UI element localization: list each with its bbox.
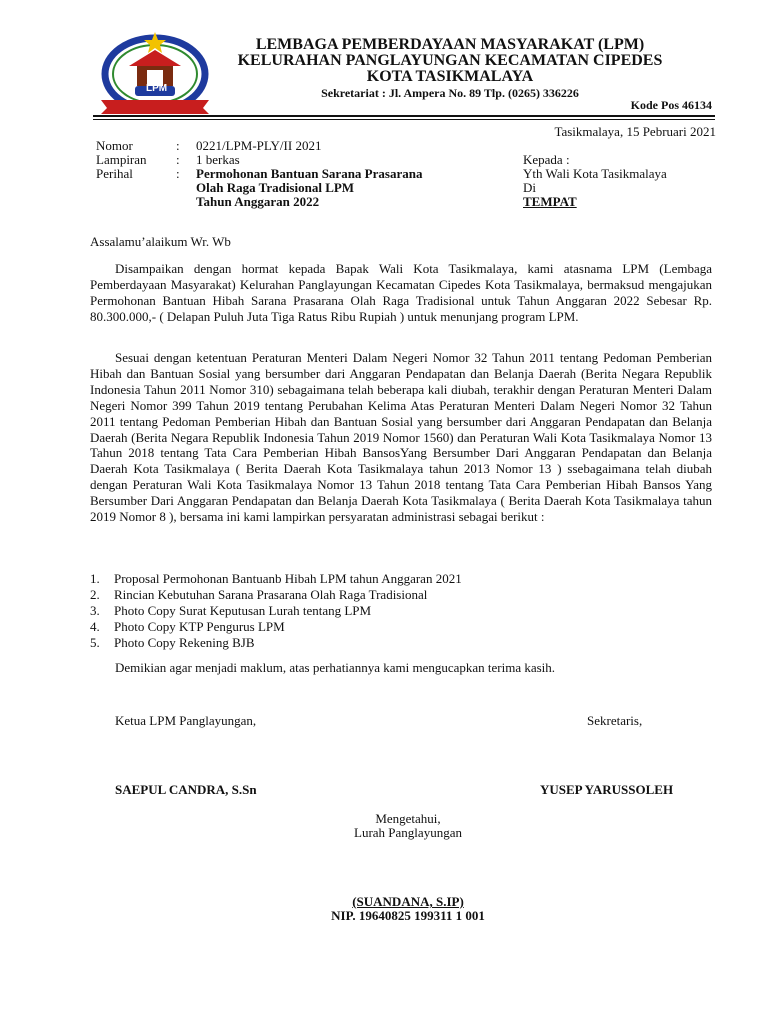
paragraph-1: Disampaikan dengan hormat kepada Bapak Wali Kota Tasikmalaya, kami atasnama LPM (Lembaga Pemberdayaan Masyarakat) Kelurahan Panglayungan Kecamatan Cipedes Kota Tasikmalaya, bermaksud mengajukan Permohonan Bantuan Hibah Sarana Prasarana Olah Raga Tradisional untuk Tahun Anggaran 2022 Sebesar Rp. 80.300.000,- ( Delapan Puluh Juta Tiga Ratus Ribu Rupiah ) untuk menunjang program LPM.: [90, 261, 712, 324]
signature-right-title: Sekretaris,: [587, 713, 643, 728]
lampiran-label: Lampiran: [96, 152, 147, 167]
nomor-value: 0221/LPM-PLY/II 2021: [196, 138, 322, 153]
list-item: 2. Rincian Kebutuhan Sarana Prasarana Olah Raga Tradisional: [90, 587, 428, 602]
paragraph-2: Sesuai dengan ketentuan Peraturan Menteri Dalam Negeri Nomor 32 Tahun 2011 tentang Pedoman Pemberian Hibah dan Bantuan Sosial yang bersumber dari Anggaran Pendapatan dan Belanja Daerah (Berita Negara Republik Indonesia Tahun 2011 Nomor 310) sebagaimana telah beberapa kali diubah, terakhir dengan Peraturan Menteri Dalam Negeri Nomor 399 Tahun 2019 tentang Perubahan Kelima Atas Peraturan Menteri Dalam Negeri Nomor 32 Tahun 2011 tentang Pedoman Pemberian Hibah dan Bantuan Sosial yang bersumber dari Anggaran Pendapatan dan Belanja Daerah (Berita Negara Republik Indonesia Tahun 2019 Nomor 1560) dan Peraturan Wali Kota Tasikmalaya Nomor 13 Tahun 2018 tentang Tata Cara Pemberian Hibah BansosYang Bersumber Dari Anggaran Pendapatan dan Belanja Daerah Kota Tasikmalaya ( Berita Daerah Kota Tasikmalaya tahun 2013 Nomor 13 ) ssebagaimana telah diubah dengan Peraturan Wali Kota Tasikmalaya Nomor 13 Tahun 2018 tentang Tata Cara Pemberian Hibah Bansos Yang Bersumber Dari Anggaran Pendapatan dan Belanja Daerah Kota Tasikmalaya ( Berita Daerah Kota Tasikmalaya tahun 2019 Nomor 8 ), bersama ini kami lampirkan persyaratan administrasi sebagai berikut :: [90, 350, 712, 525]
header-rule-thin: [93, 119, 715, 120]
lurah-name: (SUANDANA, S.IP): [352, 894, 464, 909]
lurah-title: Lurah Panglayungan: [354, 825, 462, 840]
org-name: LEMBAGA PEMBERDAYAAN MASYARAKAT (LPM): [255, 36, 645, 53]
lampiran-sep: :: [176, 152, 180, 167]
perihal-label: Perihal: [96, 166, 133, 181]
perihal-line-1: Permohonan Bantuan Sarana Prasarana: [196, 166, 423, 181]
list-item: 4. Photo Copy KTP Pengurus LPM: [90, 619, 285, 634]
lampiran-value: 1 berkas: [196, 152, 240, 167]
list-item: 5. Photo Copy Rekening BJB: [90, 635, 255, 650]
recipient-kepada: Kepada :: [523, 152, 570, 167]
list-item: 1. Proposal Permohonan Bantuanb Hibah LPM tahun Anggaran 2021: [90, 571, 462, 586]
lurah-nip: NIP. 19640825 199311 1 001: [331, 908, 485, 923]
perihal-line-2: Olah Raga Tradisional LPM: [196, 180, 355, 195]
date-line: Tasikmalaya, 15 Pebruari 2021: [554, 124, 716, 139]
header-rule: [93, 115, 715, 117]
closing: Demikian agar menjadi maklum, atas perhatiannya kami mengucapkan terima kasih.: [115, 660, 556, 675]
recipient-tempat: TEMPAT: [523, 194, 577, 209]
address: Sekretariat : Jl. Ampera No. 89 Tlp. (0265) 336226: [321, 86, 579, 100]
nomor-label: Nomor: [96, 138, 133, 153]
mengetahui: Mengetahui,: [375, 811, 441, 826]
list-item: 3. Photo Copy Surat Keputusan Lurah tentang LPM: [90, 603, 372, 618]
signature-left-name: SAEPUL CANDRA, S.Sn: [115, 782, 257, 797]
logo-text: LPM: [146, 83, 168, 94]
signature-right-name: YUSEP YARUSSOLEH: [540, 782, 674, 797]
recipient-di: Di: [523, 180, 536, 195]
postal-code: Kode Pos 46134: [630, 98, 712, 112]
signature-left-title: Ketua LPM Panglayungan,: [115, 713, 257, 728]
perihal-sep: :: [176, 166, 180, 181]
recipient-yth: Yth Wali Kota Tasikmalaya: [523, 166, 667, 181]
city-name: KOTA TASIKMALAYA: [366, 68, 534, 85]
greeting: Assalamu’alaikum Wr. Wb: [90, 234, 231, 249]
perihal-line-3: Tahun Anggaran 2022: [196, 194, 320, 209]
kelurahan-name: KELURAHAN PANGLAYUNGAN KECAMATAN CIPEDES: [237, 52, 663, 69]
nomor-sep: :: [176, 138, 180, 153]
